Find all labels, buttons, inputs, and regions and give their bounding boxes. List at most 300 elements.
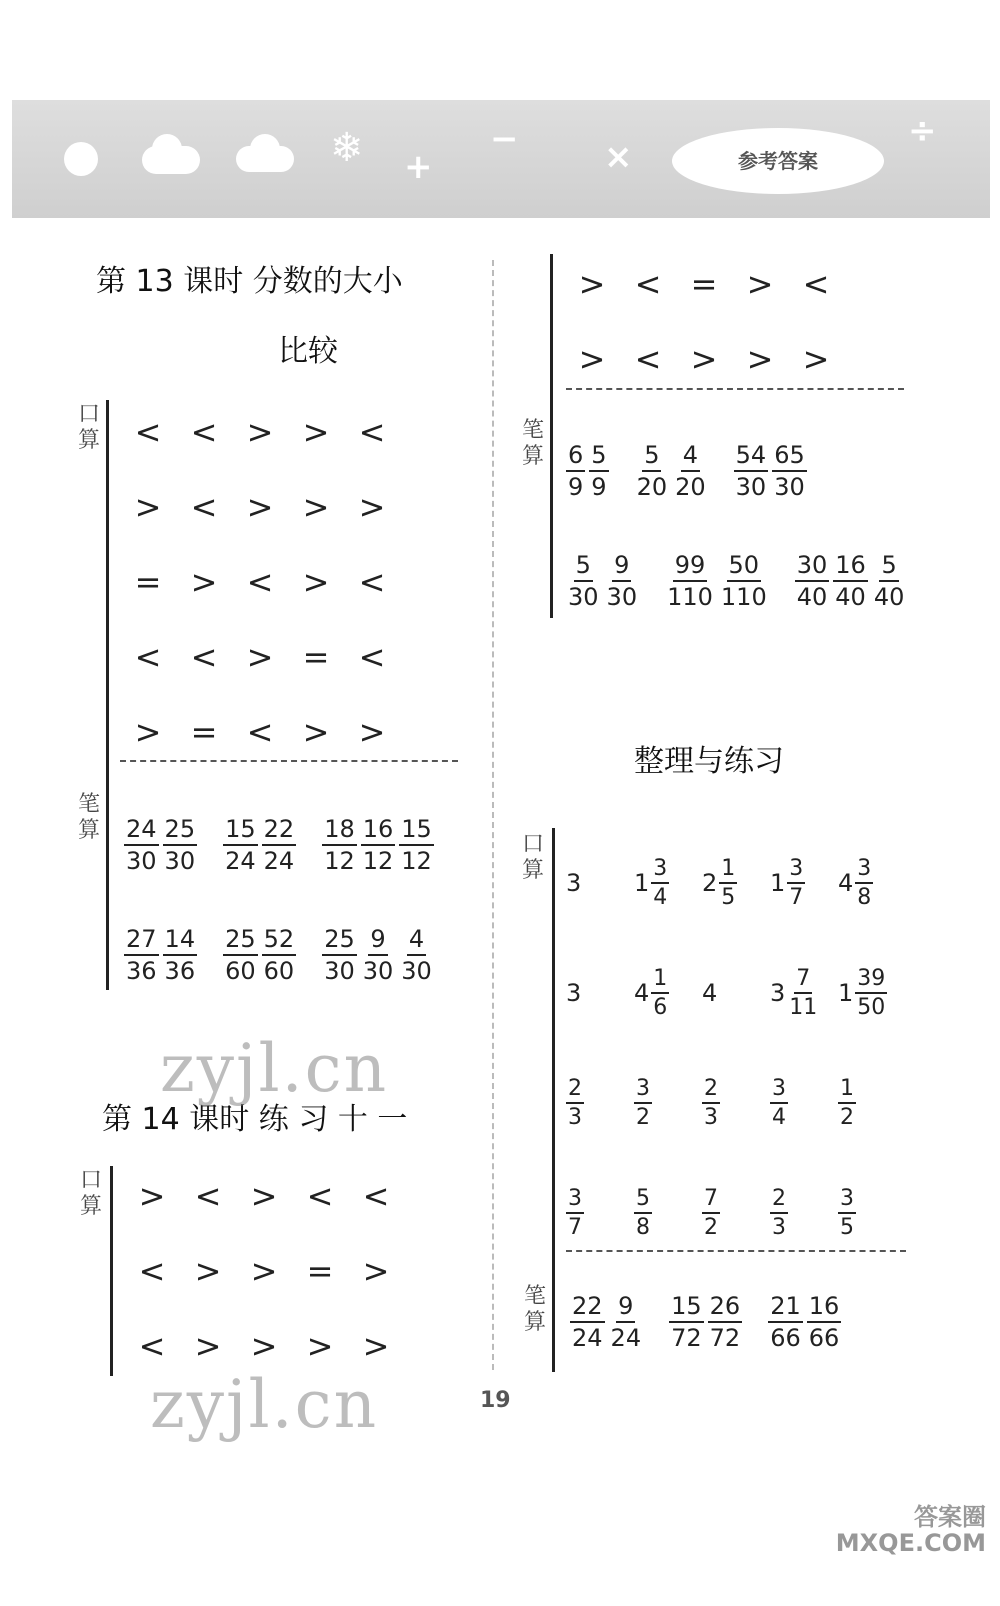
comparison-symbol: >	[250, 1251, 278, 1290]
answer-value	[838, 1075, 906, 1132]
whole-number: 4	[634, 979, 650, 1007]
whole-number: 3	[566, 979, 582, 1007]
denominator: 30	[735, 473, 767, 501]
kousuan-label: 口 算	[77, 402, 100, 453]
comparison-symbol: <	[190, 487, 218, 526]
fraction	[651, 965, 669, 1022]
numerator: 3	[787, 855, 805, 885]
fraction	[838, 1185, 856, 1242]
answer-value	[838, 855, 906, 912]
symbol-row	[124, 1233, 404, 1308]
fraction	[772, 440, 807, 502]
fraction	[719, 855, 737, 912]
fraction	[589, 440, 608, 502]
denominator: 12	[362, 847, 394, 875]
numerator: 1	[838, 1075, 856, 1105]
section-divider	[120, 760, 458, 762]
numerator: 25	[163, 814, 198, 846]
kousuan-label: 口 算	[521, 832, 544, 883]
numerator: 6	[566, 440, 585, 472]
fraction	[702, 1185, 720, 1242]
answer-value	[702, 1075, 770, 1132]
comparison-symbol: >	[246, 487, 274, 526]
numerator: 9	[616, 1291, 635, 1323]
whole-number: 2	[702, 869, 718, 897]
comparison-symbol: <	[246, 712, 274, 751]
fraction-group	[223, 814, 300, 876]
watermark: zyjl.cn	[150, 1366, 379, 1443]
answer-row	[566, 938, 906, 1048]
lesson14-title: 第 14 课时 练 习 十 一	[102, 1102, 408, 1137]
denominator: 11	[789, 995, 818, 1020]
whole-number: 4	[702, 979, 718, 1007]
corner-watermark	[836, 1504, 986, 1557]
comparison-symbol: <	[306, 1176, 334, 1215]
comparison-symbol: <	[134, 412, 162, 451]
denominator: 7	[568, 1215, 582, 1240]
comparison-symbol: >	[250, 1326, 278, 1365]
denominator: 3	[704, 1105, 718, 1130]
comparison-symbol: <	[358, 412, 386, 451]
numerator: 2	[770, 1185, 788, 1215]
comparison-symbol: >	[138, 1176, 166, 1215]
answer-value	[566, 979, 634, 1007]
denominator: 36	[126, 957, 157, 985]
fraction	[223, 814, 258, 876]
fraction-row	[124, 900, 460, 1010]
symbol-row	[120, 694, 400, 769]
numerator: 18	[322, 814, 357, 846]
denominator: 72	[709, 1324, 741, 1352]
whole-number: 3	[566, 869, 582, 897]
denominator: 30	[324, 957, 355, 985]
answer-value	[702, 979, 770, 1007]
fraction	[634, 1075, 652, 1132]
comparison-symbol: <	[190, 637, 218, 676]
section-divider	[566, 388, 904, 390]
answer-value	[566, 869, 634, 897]
left-margin-line	[110, 1166, 113, 1376]
numerator: 5	[879, 550, 898, 582]
right-kousuan	[564, 246, 844, 396]
whole-number: 4	[838, 869, 854, 897]
fraction	[719, 550, 769, 612]
fraction	[399, 814, 434, 876]
comparison-symbol: >	[690, 339, 718, 378]
plus-icon: +	[404, 147, 433, 187]
comparison-symbol: <	[358, 637, 386, 676]
denominator: 30	[164, 847, 196, 875]
denominator: 40	[796, 583, 828, 611]
fraction	[566, 1185, 584, 1242]
whole-number: 1	[634, 869, 650, 897]
denominator: 2	[636, 1105, 650, 1130]
denominator: 60	[263, 957, 295, 985]
denominator: 50	[857, 995, 886, 1020]
fraction-row	[124, 790, 460, 900]
denominator: 66	[770, 1324, 801, 1352]
comparison-symbol: >	[746, 264, 774, 303]
comparison-symbol: >	[302, 712, 330, 751]
fraction-group	[322, 814, 438, 876]
fraction	[768, 1291, 803, 1353]
fraction	[262, 814, 297, 876]
fraction	[163, 814, 198, 876]
fraction	[124, 924, 159, 986]
symbol-row	[564, 321, 844, 396]
lesson13-bisuan	[124, 790, 460, 1010]
numerator: 4	[407, 924, 426, 956]
symbol-row	[124, 1158, 404, 1233]
fraction	[702, 1075, 720, 1132]
fraction	[570, 1291, 605, 1353]
denominator: 8	[636, 1215, 650, 1240]
numerator: 50	[727, 550, 762, 582]
denominator: 36	[164, 957, 196, 985]
comparison-symbol: >	[802, 339, 830, 378]
comparison-symbol: <	[138, 1251, 166, 1290]
answer-value	[634, 855, 702, 912]
rain-cloud-icon-top	[250, 134, 280, 164]
comparison-symbol: >	[302, 562, 330, 601]
denominator: 4	[653, 885, 668, 910]
lesson13-title-line1: 第 13 课时 分数的大小	[96, 264, 403, 299]
fraction-row	[566, 416, 932, 526]
bisuan-label: 笔 算	[521, 418, 544, 469]
numerator: 22	[262, 814, 297, 846]
lesson13-kousuan	[120, 394, 400, 769]
fraction	[734, 440, 769, 502]
numerator: 7	[702, 1185, 720, 1215]
denominator: 5	[721, 885, 736, 910]
fraction-group	[570, 1291, 647, 1353]
lesson13-title-line2: 比较	[278, 334, 338, 369]
comparison-symbol: <	[190, 412, 218, 451]
numerator: 16	[361, 814, 396, 846]
numerator: 22	[570, 1291, 605, 1323]
denominator: 30	[774, 473, 805, 501]
minus-icon: −	[490, 119, 519, 159]
denominator: 12	[324, 847, 355, 875]
fraction-row	[566, 526, 932, 636]
denominator: 110	[720, 583, 767, 611]
numerator: 3	[566, 1185, 584, 1215]
comparison-symbol: >	[194, 1326, 222, 1365]
comparison-symbol: >	[746, 339, 774, 378]
answer-label: 参考答案	[672, 128, 884, 194]
denominator: 3	[772, 1215, 786, 1240]
numerator: 15	[399, 814, 434, 846]
fraction	[605, 550, 640, 612]
numerator: 26	[708, 1291, 743, 1323]
numerator: 24	[124, 814, 159, 846]
comparison-symbol: <	[138, 1326, 166, 1365]
denominator: 72	[671, 1324, 702, 1352]
denominator: 30	[401, 957, 432, 985]
snowflake-icon: ❄	[330, 125, 364, 171]
numerator: 3	[855, 855, 873, 885]
fraction	[807, 1291, 842, 1353]
comparison-symbol: >	[134, 487, 162, 526]
denominator: 30	[362, 957, 394, 985]
bisuan-label: 笔 算	[523, 1284, 546, 1335]
comparison-symbol: =	[190, 712, 218, 751]
numerator: 7	[794, 965, 812, 995]
right-margin-line	[550, 254, 553, 618]
numerator: 5	[642, 440, 661, 472]
numerator: 1	[719, 855, 737, 885]
denominator: 24	[610, 1324, 642, 1352]
denominator: 6	[653, 995, 668, 1020]
symbol-row	[120, 394, 400, 469]
numerator: 30	[795, 550, 830, 582]
numerator: 14	[163, 924, 198, 956]
numerator: 39	[855, 965, 887, 995]
numerator: 2	[702, 1075, 720, 1105]
fraction	[124, 814, 159, 876]
fraction	[669, 1291, 704, 1353]
fraction-group	[669, 1291, 746, 1353]
review-title: 整理与练习	[634, 744, 784, 779]
comparison-symbol: >	[578, 264, 606, 303]
denominator: 24	[225, 847, 256, 875]
answer-value	[634, 965, 702, 1022]
denominator: 24	[572, 1324, 603, 1352]
numerator: 9	[612, 550, 631, 582]
fraction	[223, 924, 258, 986]
corner-watermark-line1: 答案圈	[914, 1503, 986, 1531]
fraction	[634, 1185, 652, 1242]
fraction	[770, 1185, 788, 1242]
numerator: 1	[651, 965, 669, 995]
denominator: 40	[835, 583, 866, 611]
comparison-symbol: >	[134, 712, 162, 751]
numerator: 3	[770, 1075, 788, 1105]
numerator: 25	[223, 924, 258, 956]
fraction-group	[795, 550, 911, 612]
numerator: 3	[838, 1185, 856, 1215]
fraction	[361, 814, 396, 876]
denominator: 40	[873, 583, 905, 611]
right-bisuan	[566, 416, 932, 636]
fraction	[566, 440, 585, 502]
sun-icon	[64, 142, 98, 176]
numerator: 4	[681, 440, 700, 472]
denominator: 5	[840, 1215, 854, 1240]
numerator: 54	[734, 440, 769, 472]
numerator: 52	[262, 924, 297, 956]
symbol-row	[120, 619, 400, 694]
cloud-icon-top	[152, 134, 182, 164]
fraction-group	[124, 924, 201, 986]
comparison-symbol: =	[690, 264, 718, 303]
divide-icon: ÷	[908, 111, 937, 151]
numerator: 9	[368, 924, 387, 956]
answer-value	[770, 1075, 838, 1132]
fraction	[635, 440, 670, 502]
numerator: 16	[807, 1291, 842, 1323]
fraction	[708, 1291, 743, 1353]
comparison-symbol: <	[194, 1176, 222, 1215]
fraction	[855, 855, 873, 912]
denominator: 110	[667, 583, 713, 611]
denominator: 3	[568, 1105, 582, 1130]
fraction	[838, 1075, 856, 1132]
answer-value	[702, 855, 770, 912]
lesson14-kousuan	[124, 1158, 404, 1383]
comparison-symbol: <	[802, 264, 830, 303]
fraction	[322, 924, 357, 986]
answer-value	[634, 1185, 702, 1242]
numerator: 2	[566, 1075, 584, 1105]
fraction	[361, 924, 396, 986]
fraction	[262, 924, 297, 986]
answer-value	[634, 1075, 702, 1132]
answer-value	[702, 1185, 770, 1242]
fraction-group	[665, 550, 773, 612]
fraction	[855, 965, 887, 1022]
comparison-symbol: >	[358, 487, 386, 526]
fraction	[322, 814, 357, 876]
comparison-symbol: >	[362, 1251, 390, 1290]
denominator: 2	[840, 1105, 854, 1130]
comparison-symbol: <	[358, 562, 386, 601]
numerator: 5	[574, 550, 593, 582]
denominator: 30	[568, 583, 599, 611]
comparison-symbol: >	[358, 712, 386, 751]
comparison-symbol: >	[246, 637, 274, 676]
numerator: 15	[223, 814, 258, 846]
fraction	[163, 924, 198, 986]
numerator: 65	[772, 440, 807, 472]
comparison-symbol: <	[634, 339, 662, 378]
fraction	[770, 1075, 788, 1132]
whole-number: 1	[770, 869, 786, 897]
symbol-row	[564, 246, 844, 321]
fraction	[566, 550, 601, 612]
fraction	[787, 965, 819, 1022]
fraction-group	[322, 924, 438, 986]
comparison-symbol: <	[362, 1176, 390, 1215]
numerator: 15	[669, 1291, 704, 1323]
fraction-group	[734, 440, 811, 502]
numerator: 3	[651, 855, 669, 885]
section-divider	[566, 1250, 906, 1252]
comparison-symbol: >	[250, 1176, 278, 1215]
fraction	[399, 924, 434, 986]
fraction-row	[570, 1282, 867, 1362]
answer-value	[770, 965, 838, 1022]
comparison-symbol: >	[302, 487, 330, 526]
numerator: 99	[673, 550, 708, 582]
answer-value	[838, 1185, 906, 1242]
comparison-symbol: >	[190, 562, 218, 601]
times-icon: ×	[604, 137, 633, 177]
symbol-row	[120, 469, 400, 544]
fraction	[872, 550, 907, 612]
comparison-symbol: =	[302, 637, 330, 676]
answer-value	[770, 1185, 838, 1242]
denominator: 2	[704, 1215, 718, 1240]
whole-number: 1	[838, 979, 854, 1007]
numerator: 3	[634, 1075, 652, 1105]
numerator: 5	[634, 1185, 652, 1215]
numerator: 27	[124, 924, 159, 956]
fraction	[651, 855, 669, 912]
comparison-symbol: =	[134, 562, 162, 601]
fraction	[665, 550, 715, 612]
numerator: 25	[322, 924, 357, 956]
numerator: 21	[768, 1291, 803, 1323]
fraction	[795, 550, 830, 612]
comparison-symbol: >	[246, 412, 274, 451]
watermark: zyjl.cn	[160, 1030, 389, 1107]
comparison-symbol: >	[362, 1326, 390, 1365]
whole-number: 3	[770, 979, 786, 1007]
left-margin-line	[106, 400, 109, 990]
denominator: 9	[568, 473, 584, 501]
denominator: 7	[789, 885, 804, 910]
denominator: 8	[857, 885, 872, 910]
fraction-group	[124, 814, 201, 876]
denominator: 30	[606, 583, 638, 611]
comparison-symbol: <	[246, 562, 274, 601]
answer-value	[566, 1185, 634, 1242]
comparison-symbol: >	[306, 1326, 334, 1365]
fraction	[673, 440, 708, 502]
denominator: 24	[263, 847, 295, 875]
denominator: 12	[401, 847, 432, 875]
fraction	[609, 1291, 644, 1353]
fraction-group	[635, 440, 712, 502]
answer-row	[566, 828, 906, 938]
comparison-symbol: >	[194, 1251, 222, 1290]
corner-watermark-line2: MXQE.COM	[835, 1529, 986, 1558]
column-divider	[492, 260, 494, 1370]
denominator: 60	[225, 957, 256, 985]
page-number: 19	[480, 1388, 511, 1413]
bisuan-label: 笔 算	[77, 792, 100, 843]
comparison-symbol: =	[306, 1251, 334, 1290]
denominator: 30	[126, 847, 157, 875]
comparison-symbol: >	[302, 412, 330, 451]
comparison-symbol: >	[578, 339, 606, 378]
denominator: 4	[772, 1105, 786, 1130]
comparison-symbol: <	[634, 264, 662, 303]
fraction	[787, 855, 805, 912]
comparison-symbol: <	[134, 637, 162, 676]
answer-value	[566, 1075, 634, 1132]
fraction	[833, 550, 868, 612]
fraction	[566, 1075, 584, 1132]
denominator: 9	[591, 473, 607, 501]
fraction-group	[768, 1291, 845, 1353]
fraction-group	[223, 924, 300, 986]
numerator: 5	[589, 440, 608, 472]
denominator: 20	[675, 473, 706, 501]
symbol-row	[120, 544, 400, 619]
right-margin-line	[552, 828, 555, 1372]
denominator: 20	[636, 473, 668, 501]
review-bisuan	[570, 1282, 867, 1362]
fraction-group	[566, 440, 613, 502]
review-kousuan	[566, 828, 906, 1268]
answer-value	[838, 965, 906, 1022]
fraction-group	[566, 550, 643, 612]
answer-value	[770, 855, 838, 912]
answer-row	[566, 1048, 906, 1158]
kousuan-label: 口 算	[79, 1168, 102, 1219]
